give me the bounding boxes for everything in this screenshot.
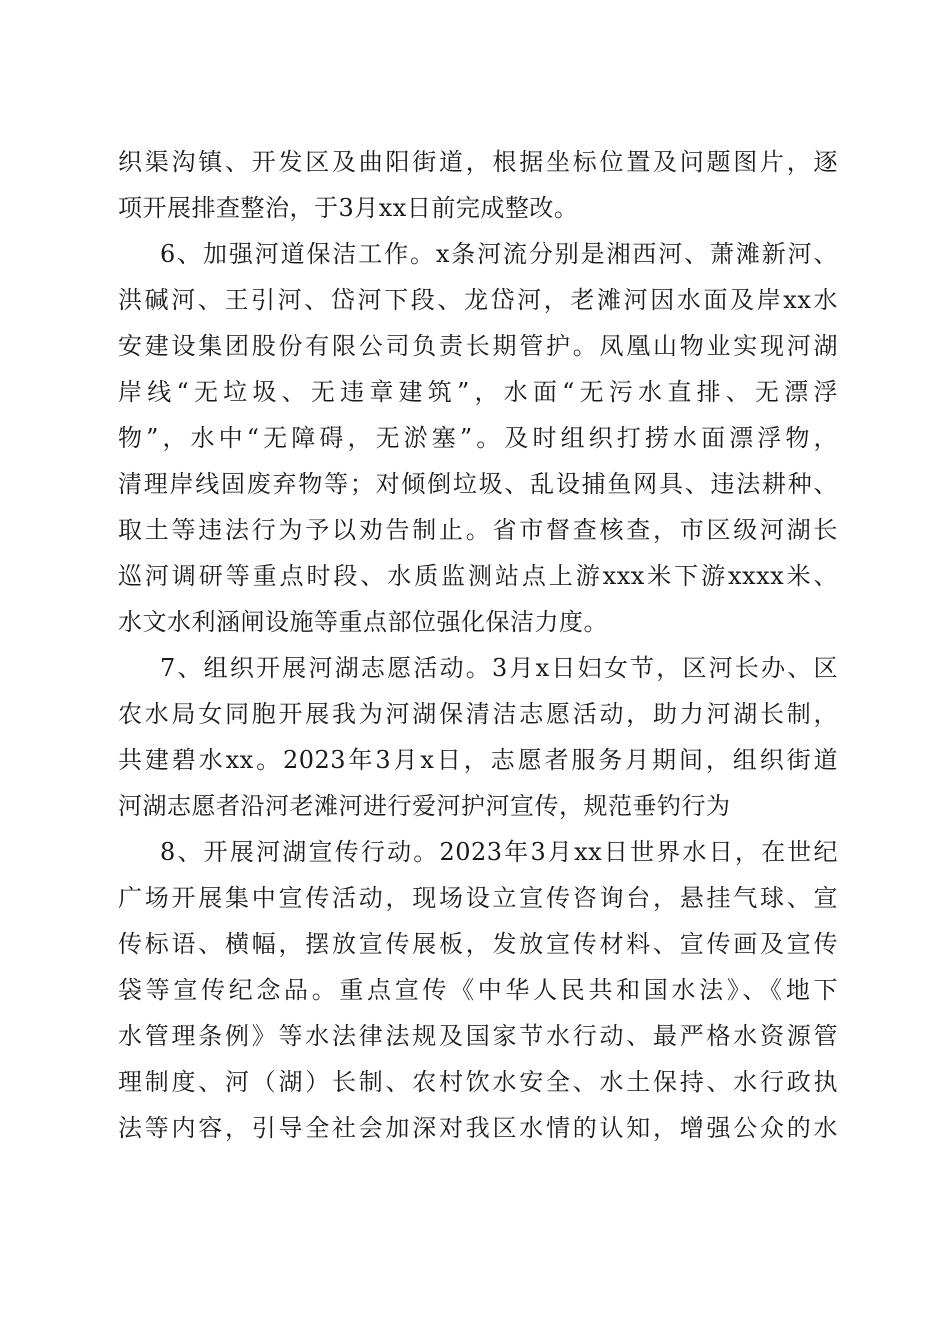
text-line: 清理岸线固废弃物等；对倾倒垃圾、乱设捕鱼网具、违法耕种、 [118, 470, 838, 498]
text-line: 岸线“无垃圾、无违章建筑”，水面“无污水直排、无漂浮 [118, 378, 838, 406]
text-line: 法等内容，引导全社会加深对我区水情的认知，增强公众的水 [118, 1114, 838, 1142]
text-line: 理制度、河（湖）长制、农村饮水安全、水土保持、水行政执 [118, 1068, 838, 1096]
text-line: 河湖志愿者沿河老滩河进行爱河护河宣传，规范垂钓行为 [118, 792, 731, 820]
text-line: 取土等违法行为予以劝告制止。省市督查核查，市区级河湖长 [118, 516, 838, 544]
text-line: 水文水利涵闸设施等重点部位强化保洁力度。 [118, 608, 608, 636]
text-line: 物”，水中“无障碍，无淤塞”。及时组织打捞水面漂浮物， [118, 424, 838, 452]
text-line: 共建碧水xx。2023年3月x日，志愿者服务月期间，组织街道 [118, 746, 838, 774]
text-line: 农水局女同胞开展我为河湖保清洁志愿活动，助力河湖长制， [118, 700, 838, 728]
text-line: 巡河调研等重点时段、水质监测站点上游xxx米下游xxxx米、 [118, 562, 838, 590]
text-line: 水管理条例》等水法律法规及国家节水行动、最严格水资源管 [118, 1022, 838, 1050]
paragraph-heading: 8、开展河湖宣传行动。2023年3月xx日世界水日，在世纪 [160, 838, 838, 866]
text-line: 织渠沟镇、开发区及曲阳街道，根据坐标位置及问题图片，逐 [118, 148, 838, 176]
paragraph-heading: 6、加强河道保洁工作。x条河流分别是湘西河、萧滩新河、 [160, 240, 838, 268]
text-line: 项开展排查整治，于3月xx日前完成整改。 [118, 194, 579, 222]
text-line: 洪碱河、王引河、岱河下段、龙岱河，老滩河因水面及岸xx水 [118, 286, 838, 314]
text-line: 广场开展集中宣传活动，现场设立宣传咨询台，悬挂气球、宣 [118, 884, 838, 912]
text-line: 传标语、横幅，摆放宣传展板，发放宣传材料、宣传画及宣传 [118, 930, 838, 958]
text-line: 安建设集团股份有限公司负责长期管护。凤凰山物业实现河湖 [118, 332, 838, 360]
text-line: 袋等宣传纪念品。重点宣传《中华人民共和国水法》、《地下 [118, 976, 838, 1004]
paragraph-heading: 7、组织开展河湖志愿活动。3月x日妇女节，区河长办、区 [160, 654, 838, 682]
